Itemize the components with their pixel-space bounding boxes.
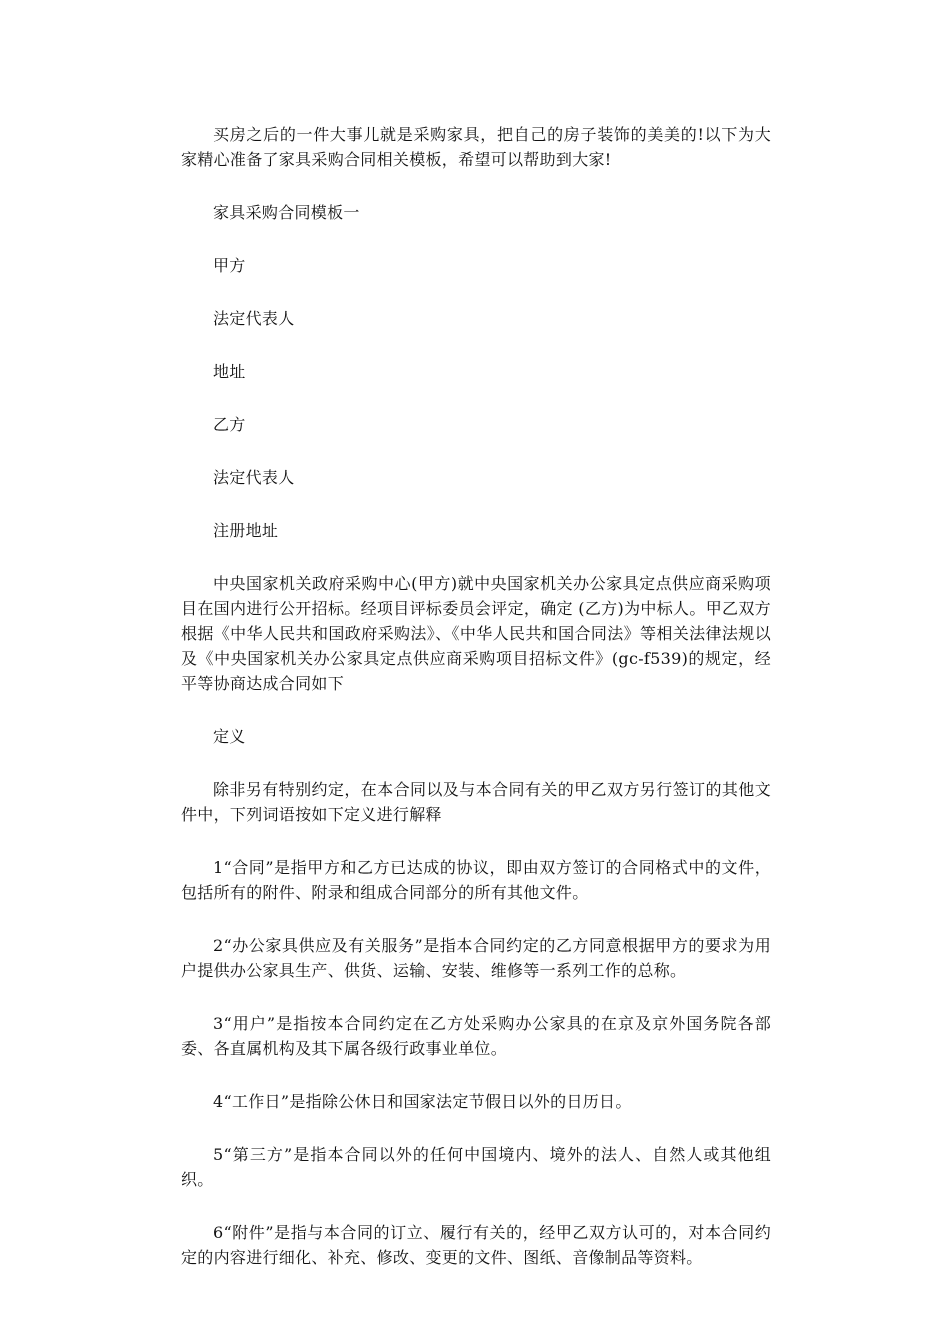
definition-item-1: 1“合同”是指甲方和乙方已达成的协议，即由双方签订的合同格式中的文件，包括所有的附件、附录和组成合同部分的所有其他文件。 [181, 858, 771, 902]
party-a-address-label: 地址 [213, 362, 246, 381]
definition-item-5: 5“第三方”是指本合同以外的任何中国境内、境外的法人、自然人或其他组织。 [181, 1145, 771, 1189]
contract-preamble-paragraph: 中央国家机关政府采购中心(甲方)就中央国家机关办公家具定点供应商采购项目在国内进行公开招标。经项目评标委员会评定，确定 (乙方)为中标人。甲乙双方根据《中华人民共和国政府采购法》、《中华人民共和国合同法》等相关法律法规以及《中央国家机关办公家具定点供应商采购项目招标文件》(gc-f539)的规定，经平等协商达成合同如下 [181, 574, 771, 693]
document-page [181, 122, 771, 1298]
definition-item-2: 2“办公家具供应及有关服务”是指本合同约定的乙方同意根据甲方的要求为用户提供办公家具生产、供货、运输、安装、维修等一系列工作的总称。 [181, 936, 771, 980]
definitions-intro-paragraph: 除非另有特别约定，在本合同以及与本合同有关的甲乙双方另行签订的其他文件中，下列词语按如下定义进行解释 [181, 780, 771, 824]
party-a-legal-rep-label: 法定代表人 [213, 309, 295, 328]
definition-item-3: 3“用户”是指按本合同约定在乙方处采购办公家具的在京及京外国务院各部委、各直属机构及其下属各级行政事业单位。 [181, 1014, 771, 1058]
party-b-registered-address-label: 注册地址 [213, 521, 279, 540]
definition-item-6: 6“附件”是指与本合同的订立、履行有关的，经甲乙双方认可的，对本合同约定的内容进行细化、补充、修改、变更的文件、图纸、音像制品等资料。 [181, 1223, 771, 1267]
intro-paragraph: 买房之后的一件大事儿就是采购家具，把自己的房子装饰的美美的!以下为大家精心准备了家具采购合同相关模板，希望可以帮助到大家! [181, 125, 771, 169]
party-b-label: 乙方 [213, 415, 246, 434]
party-b-legal-rep-label: 法定代表人 [213, 468, 295, 487]
party-a-label: 甲方 [213, 256, 246, 275]
template-title: 家具采购合同模板一 [213, 203, 360, 222]
definition-item-4: 4“工作日”是指除公休日和国家法定节假日以外的日历日。 [213, 1092, 632, 1111]
definitions-heading: 定义 [213, 727, 246, 746]
